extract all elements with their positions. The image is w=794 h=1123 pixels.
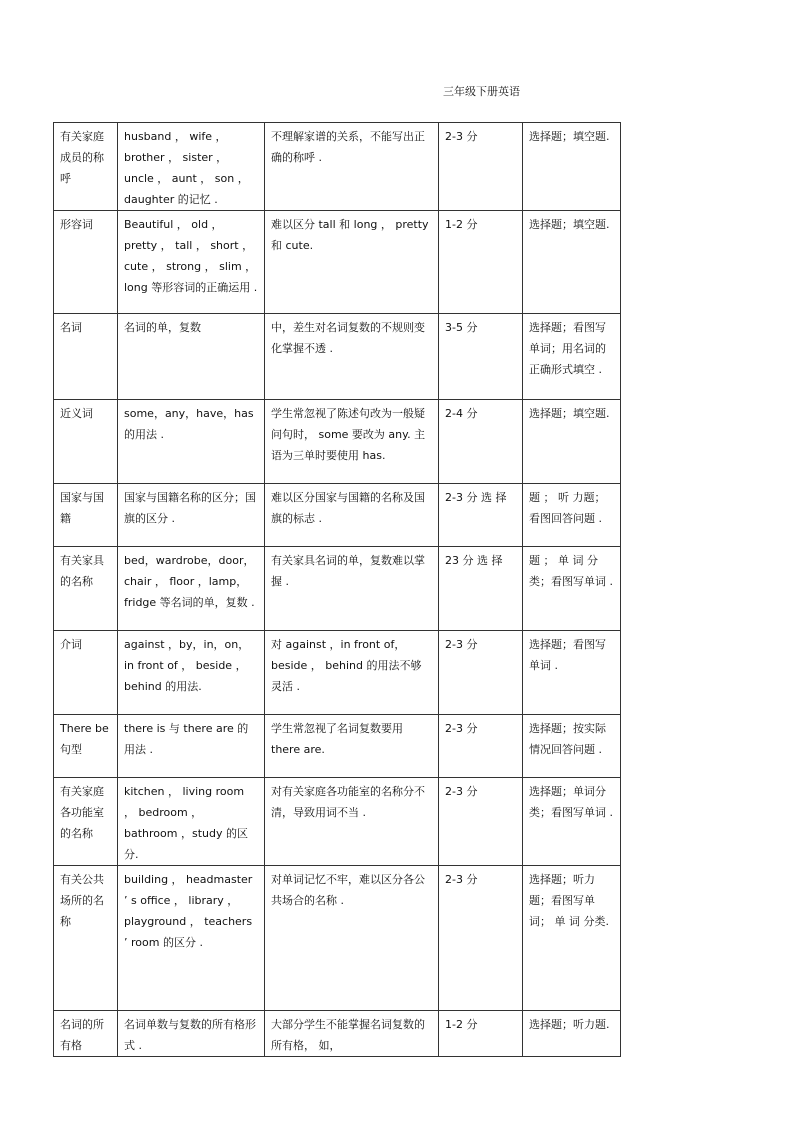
topic-cell: 名词 (54, 314, 118, 400)
difficulty-cell: 难以区分国家与国籍的名称及国旗的标志 . (265, 484, 439, 547)
type-cell: 选择题；看图写单词；用名词的正确形式填空 . (523, 314, 621, 400)
type-cell: 选择题；单词分类；看图写单词 . (523, 778, 621, 866)
difficulty-cell: 对单词记忆不牢，难以区分各公共场合的名称 . (265, 866, 439, 1011)
topic-cell: 介词 (54, 631, 118, 715)
score-cell: 2-3 分 (439, 715, 523, 778)
words-cell: bed，wardrobe，door，chair ， floor ，lamp，fridge 等名词的单，复数 . (118, 547, 265, 631)
topic-cell: 有关家庭各功能室的名称 (54, 778, 118, 866)
topic-cell: 有关家具的名称 (54, 547, 118, 631)
table-row (54, 547, 621, 631)
difficulty-cell: 有关家具名词的单，复数难以掌握 . (265, 547, 439, 631)
table-row (54, 631, 621, 715)
difficulty-cell: 对 against ，in front of，beside ， behind 的用法不够灵活 . (265, 631, 439, 715)
table-row (54, 314, 621, 400)
words-cell: 名词的单，复数 (118, 314, 265, 400)
page-header-title: 三年级下册英语 (443, 85, 520, 98)
difficulty-cell: 学生常忽视了陈述句改为一般疑问句时， some 要改为 any. 主语为三单时要使用 has. (265, 400, 439, 484)
topic-cell: 近义词 (54, 400, 118, 484)
words-cell: Beautiful ， old ， pretty ， tall ， short ， cute ， strong ， slim ， long 等形容词的正确运用 . (118, 211, 265, 314)
type-cell: 选择题；看图写单词 . (523, 631, 621, 715)
words-cell: kitchen ， living room ， bedroom ， bathroom ，study 的区分. (118, 778, 265, 866)
table-row (54, 484, 621, 547)
table-row (54, 866, 621, 1011)
topic-cell: 形容词 (54, 211, 118, 314)
difficulty-cell: 大部分学生不能掌握名词复数的所有格， 如， (265, 1011, 439, 1057)
topic-cell: 有关公共场所的名称 (54, 866, 118, 1011)
words-cell: husband ， wife ， brother ， sister ， uncle ， aunt ， son ， daughter 的记忆 . (118, 123, 265, 211)
topic-cell: There be 句型 (54, 715, 118, 778)
score-cell: 2-3 分 (439, 778, 523, 866)
words-cell: 国家与国籍名称的区分；国旗的区分 . (118, 484, 265, 547)
difficulty-cell: 不理解家谱的关系，不能写出正确的称呼 . (265, 123, 439, 211)
score-cell: 1-2 分 (439, 1011, 523, 1057)
type-cell: 题 ； 单 词 分类；看图写单词 . (523, 547, 621, 631)
table-row (54, 715, 621, 778)
type-cell: 选择题；填空题. (523, 123, 621, 211)
words-cell: 名词单数与复数的所有格形式 . (118, 1011, 265, 1057)
score-cell: 1-2 分 (439, 211, 523, 314)
words-cell: against ，by，in，on，in front of ， beside ，behind 的用法. (118, 631, 265, 715)
difficulty-cell: 对有关家庭各功能室的名称分不清，导致用词不当 . (265, 778, 439, 866)
table-row (54, 1011, 621, 1057)
score-cell: 2-3 分 (439, 123, 523, 211)
score-cell: 2-3 分 选 择 (439, 484, 523, 547)
table-row (54, 778, 621, 866)
words-cell: some，any，have，has 的用法 . (118, 400, 265, 484)
table-row (54, 123, 621, 211)
type-cell: 选择题；听力题. (523, 1011, 621, 1057)
table-row (54, 211, 621, 314)
score-cell: 2-3 分 (439, 631, 523, 715)
score-cell: 2-3 分 (439, 866, 523, 1011)
score-cell: 23 分 选 择 (439, 547, 523, 631)
table-row (54, 400, 621, 484)
type-cell: 选择题；按实际情况回答问题 . (523, 715, 621, 778)
topic-cell: 国家与国籍 (54, 484, 118, 547)
difficulty-cell: 学生常忽视了名词复数要用 there are. (265, 715, 439, 778)
type-cell: 题 ； 听 力题；看图回答问题 . (523, 484, 621, 547)
english-syllabus-table (53, 122, 621, 1057)
words-cell: there is 与 there are 的用法 . (118, 715, 265, 778)
score-cell: 3-5 分 (439, 314, 523, 400)
type-cell: 选择题；听力题；看图写单词； 单 词 分类. (523, 866, 621, 1011)
difficulty-cell: 中，差生对名词复数的不规则变化掌握不透 . (265, 314, 439, 400)
difficulty-cell: 难以区分 tall 和 long ， pretty 和 cute. (265, 211, 439, 314)
words-cell: building ， headmaster ’ s office ， library ， playground ， teachers ’ room 的区分 . (118, 866, 265, 1011)
topic-cell: 名词的所有格 (54, 1011, 118, 1057)
score-cell: 2-4 分 (439, 400, 523, 484)
type-cell: 选择题；填空题. (523, 211, 621, 314)
topic-cell: 有关家庭成员的称呼 (54, 123, 118, 211)
type-cell: 选择题；填空题. (523, 400, 621, 484)
